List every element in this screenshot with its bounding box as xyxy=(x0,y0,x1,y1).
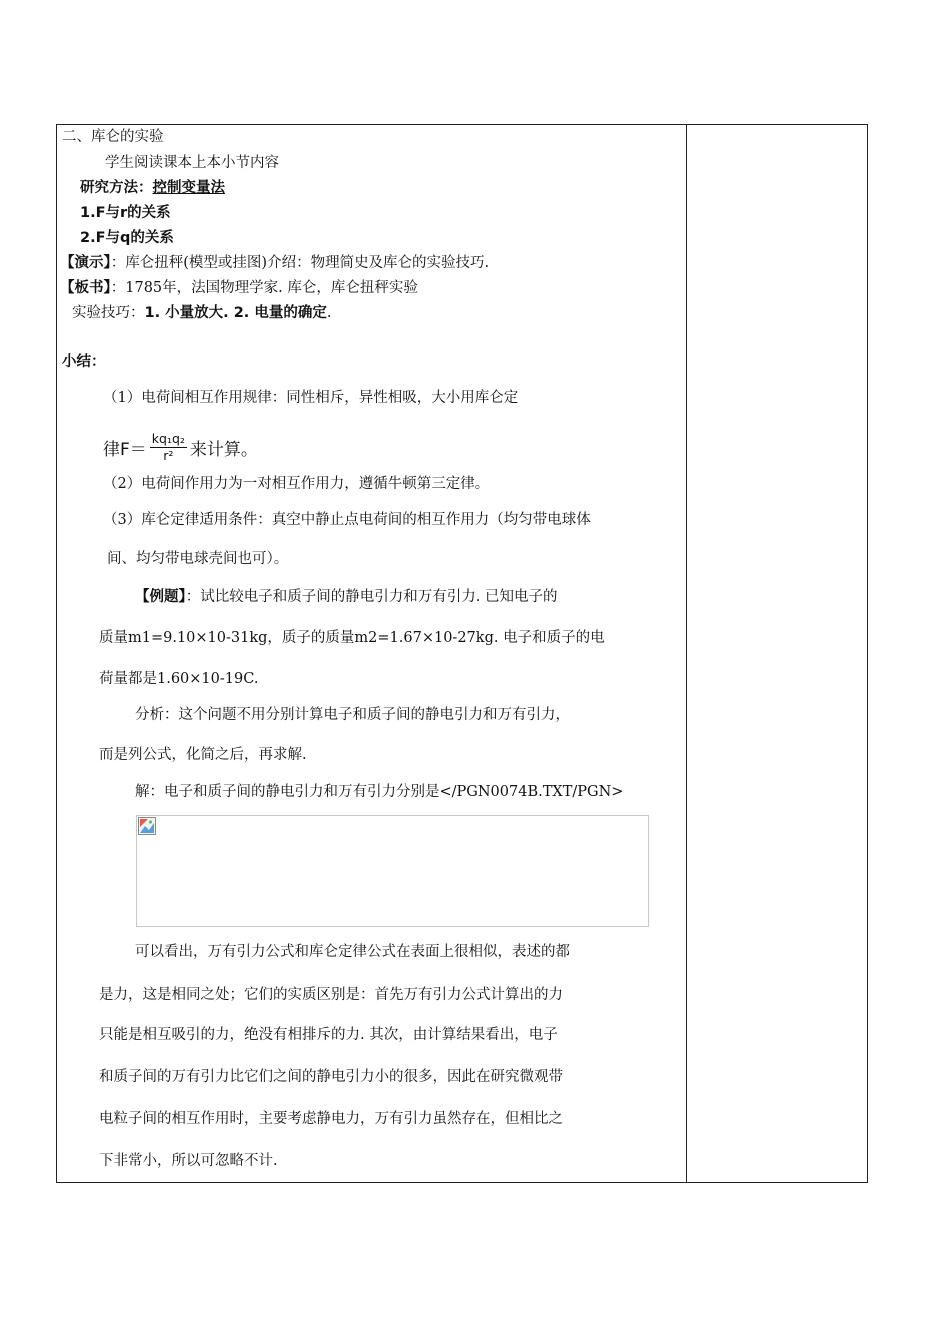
example-tag: 【例题】 xyxy=(135,589,186,605)
tips-line xyxy=(72,304,331,322)
relation-item-1: 1.F与r的关系 xyxy=(80,205,171,221)
example-line-3: 荷量都是1.60×10-19C. xyxy=(99,671,259,687)
conclusion-line-4: 和质子间的万有引力比它们之间的静电引力小的很多，因此在研究微观带 xyxy=(99,1069,563,1085)
demo-text: ：库仑扭秤(模型或挂图)介绍：物理简史及库仑的实验技巧. xyxy=(110,255,490,271)
board-line xyxy=(60,279,418,297)
solution-line: 解：电子和质子间的静电引力和万有引力分别是</PGN0074B.TXT/PGN> xyxy=(135,784,624,800)
tips-label: 实验技巧： xyxy=(72,305,145,321)
demo-line xyxy=(60,254,489,272)
research-method-label: 研究方法： xyxy=(80,180,153,196)
conclusion-line-1: 可以看出，万有引力公式和库仑定律公式在表面上很相似，表述的都 xyxy=(135,944,570,960)
section-heading: 二、库仑的实验 xyxy=(62,129,164,145)
conclusion-line-6: 下非常小，所以可忽略不计. xyxy=(99,1153,278,1169)
research-method-value: 控制变量法 xyxy=(152,180,225,196)
board-text: ：1785年，法国物理学家. 库仑，库仑扭秤实验 xyxy=(110,280,418,296)
demo-tag: 【演示】 xyxy=(60,255,111,271)
formula-suffix: 来计算。 xyxy=(189,439,258,460)
conclusion-line-3: 只能是相互吸引的力，绝没有相排斥的力. 其次，由计算结果看出，电子 xyxy=(99,1027,558,1043)
summary-point-2: （2）电荷间作用力为一对相互作用力，遵循牛顿第三定律。 xyxy=(103,476,490,492)
example-text-1: ：试比较电子和质子间的静电引力和万有引力. 已知电子的 xyxy=(185,589,558,605)
formula-prefix: 律F＝ xyxy=(103,439,147,460)
reading-instruction: 学生阅读课本上本小节内容 xyxy=(105,155,279,171)
tips-end: . xyxy=(326,305,332,321)
example-line-2: 质量m1=9.10×10-31kg，质子的质量m2=1.67×10-27kg. 电子和质子的电 xyxy=(99,630,605,646)
summary-point-1: （1）电荷间相互作用规律：同性相斥，异性相吸，大小用库仑定 xyxy=(103,390,519,406)
conclusion-line-5: 电粒子间的相互作用时，主要考虑静电力，万有引力虽然存在，但相比之 xyxy=(99,1111,563,1127)
broken-image-icon xyxy=(138,817,156,835)
summary-point-3b: 间、均匀带电球壳间也可）。 xyxy=(107,551,289,567)
column-divider xyxy=(686,124,687,1183)
analysis-line-2: 而是列公式，化简之后，再求解. xyxy=(99,747,307,763)
relation-item-2: 2.F与q的关系 xyxy=(80,230,174,246)
analysis-line-1: 分析：这个问题不用分别计算电子和质子间的静电引力和万有引力， xyxy=(135,707,570,723)
summary-heading: 小结： xyxy=(62,354,106,370)
formula-numerator: kq₁q₂ xyxy=(151,430,185,446)
conclusion-line-2: 是力，这是相同之处；它们的实质区别是：首先万有引力公式计算出的力 xyxy=(99,987,563,1003)
tips-text: 1. 小量放大. 2. 电量的确定 xyxy=(144,305,327,321)
example-line-1 xyxy=(135,588,557,606)
missing-image-placeholder xyxy=(136,815,649,927)
board-tag: 【板书】 xyxy=(60,280,111,296)
summary-point-3a: （3）库仑定律适用条件：真空中静止点电荷间的相互作用力（均匀带电球体 xyxy=(103,512,591,528)
formula-denominator: r² xyxy=(163,447,174,463)
coulomb-formula xyxy=(103,424,258,470)
research-method xyxy=(80,179,225,197)
formula-fraction xyxy=(150,432,187,463)
